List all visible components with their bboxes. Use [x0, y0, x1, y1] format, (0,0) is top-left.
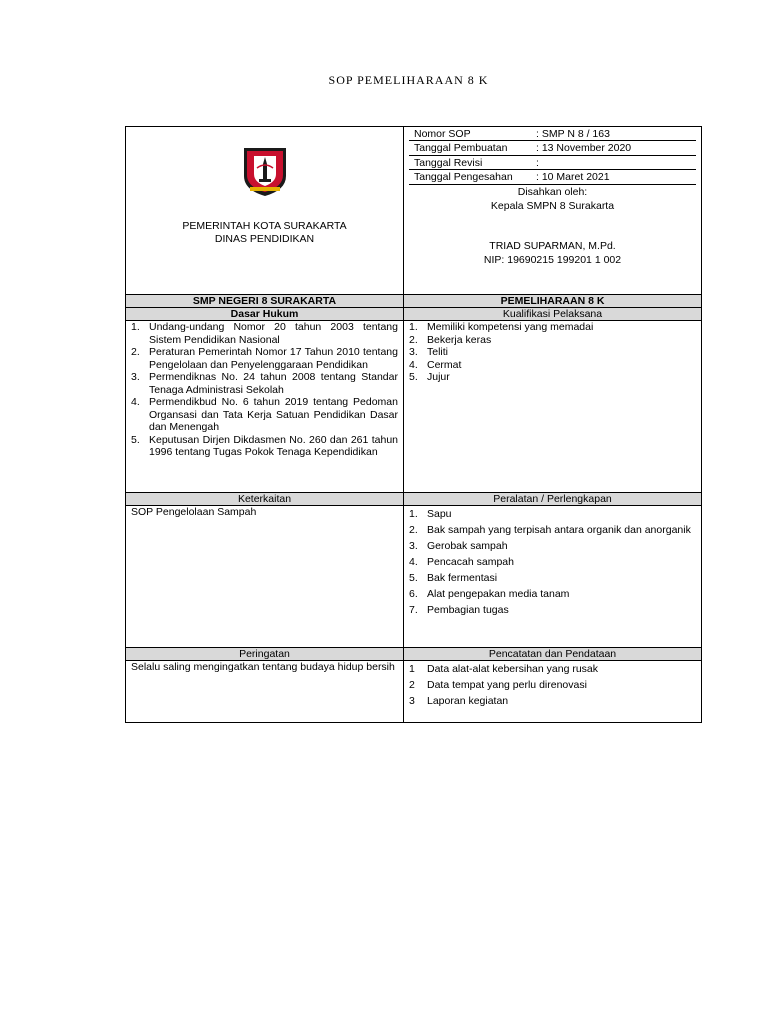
- info-value: : 13 November 2020: [536, 142, 632, 155]
- section2-content-row: [126, 321, 702, 493]
- equipment-header: Peralatan / Perlengkapan: [404, 493, 702, 506]
- warning-header: Peringatan: [126, 648, 404, 661]
- list-item: 3. Gerobak sampah: [409, 540, 508, 552]
- section1-header-row: [126, 295, 702, 308]
- qualifications-cell: [404, 321, 702, 493]
- legal-basis-list: [131, 321, 398, 459]
- info-value: : 10 Maret 2021: [536, 171, 610, 184]
- info-label: Nomor SOP: [414, 128, 471, 140]
- list-item: 5. Keputusan Dirjen Dikdasmen No. 260 dan 261 tahun 1996 tentang Tugas Pokok Tenaga Kependidikan: [131, 433, 398, 458]
- approval-block: [409, 185, 696, 268]
- approver-title: Kepala SMPN 8 Surakarta: [490, 200, 615, 213]
- list-item: 4. Permendikbud No. 6 tahun 2019 tentang Pedoman Organsasi dan Tata Kerja Satuan Pendidikan Dasar dan Menengah: [131, 396, 398, 433]
- list-item: 2. Bak sampah yang terpisah antara organik dan anorganik: [409, 524, 691, 536]
- records-cell: [404, 661, 702, 723]
- info-label: Tanggal Revisi: [414, 156, 483, 169]
- related-sop-text: SOP Pengelolaan Sampah: [131, 506, 257, 518]
- list-item: 7. Pembagian tugas: [409, 604, 509, 616]
- org-name-line2: DINAS PENDIDIKAN: [214, 233, 315, 245]
- list-item: 2 Data tempat yang perlu direnovasi: [409, 679, 587, 691]
- list-item: 1 Data alat-alat kebersihan yang rusak: [409, 663, 599, 675]
- header-row: [126, 127, 702, 295]
- legal-basis-header: Dasar Hukum: [126, 308, 404, 321]
- qualifications-list: [409, 321, 696, 384]
- section3-content-row: [126, 506, 702, 648]
- list-item: 1. Undang-undang Nomor 20 tahun 2003 tentang Sistem Pendidikan Nasional: [131, 321, 398, 346]
- sop-info-cell: [404, 127, 702, 295]
- info-value: :: [536, 156, 539, 169]
- document-title: SOP PEMELIHARAAN 8 K: [328, 73, 489, 87]
- equipment-cell: [404, 506, 702, 648]
- section4-header-row: [126, 648, 702, 661]
- related-header: Keterkaitan: [126, 493, 404, 506]
- info-row-revisi: [409, 156, 696, 170]
- info-label: Tanggal Pembuatan: [414, 142, 508, 155]
- section2-header-row: [126, 308, 702, 321]
- list-item: 3 Laporan kegiatan: [409, 695, 509, 707]
- school-name-header: SMP NEGERI 8 SURAKARTA: [126, 295, 404, 308]
- approved-by-label: Disahkan oleh:: [517, 185, 588, 198]
- list-item: 2. Peraturan Pemerintah Nomor 17 Tahun 2010 tentang Pengelolaan dan Penyelenggaraan Pendidikan: [131, 346, 398, 371]
- sop-name-header: PEMELIHARAAN 8 K: [404, 295, 702, 308]
- info-value: : SMP N 8 / 163: [536, 128, 610, 140]
- records-header: Pencatatan dan Pendataan: [404, 648, 702, 661]
- list-item: 3. Teliti: [409, 346, 449, 358]
- approver-nip: NIP: 19690215 199201 1 002: [483, 254, 622, 267]
- list-item: 5. Jujur: [409, 371, 450, 383]
- list-item: 5. Bak fermentasi: [409, 572, 498, 584]
- info-row-pembuatan: [409, 141, 696, 155]
- section3-header-row: [126, 493, 702, 506]
- warning-text: Selalu saling mengingatkan tentang budaya hidup bersih: [131, 661, 395, 673]
- list-item: 4. Cermat: [409, 358, 462, 371]
- government-cell: [126, 127, 404, 295]
- warning-cell: [126, 661, 404, 723]
- list-item: 4. Pencacah sampah: [409, 556, 514, 568]
- info-row-pengesahan: [409, 170, 696, 184]
- list-item: 1. Memiliki kompetensi yang memadai: [409, 321, 594, 333]
- list-item: 2. Bekerja keras: [409, 333, 492, 346]
- list-item: 6. Alat pengepakan media tanam: [409, 588, 570, 600]
- info-label: Tanggal Pengesahan: [414, 171, 513, 184]
- records-list: [409, 661, 696, 709]
- info-row-nomor: [409, 127, 696, 141]
- equipment-list: [409, 506, 696, 618]
- section4-content-row: [126, 661, 702, 723]
- legal-basis-cell: [126, 321, 404, 493]
- surakarta-city-crest-icon: [242, 146, 288, 198]
- list-item: 3. Permendiknas No. 24 tahun 2008 tentang Standar Tenaga Administrasi Sekolah: [131, 371, 398, 396]
- related-cell: [126, 506, 404, 648]
- org-name-line1: PEMERINTAH KOTA SURAKARTA: [182, 220, 347, 232]
- sop-table: [125, 126, 702, 723]
- approver-name: TRIAD SUPARMAN, M.Pd.: [489, 239, 616, 252]
- list-item: 1. Sapu: [409, 508, 452, 520]
- qualifications-header: Kualifikasi Pelaksana: [404, 308, 702, 321]
